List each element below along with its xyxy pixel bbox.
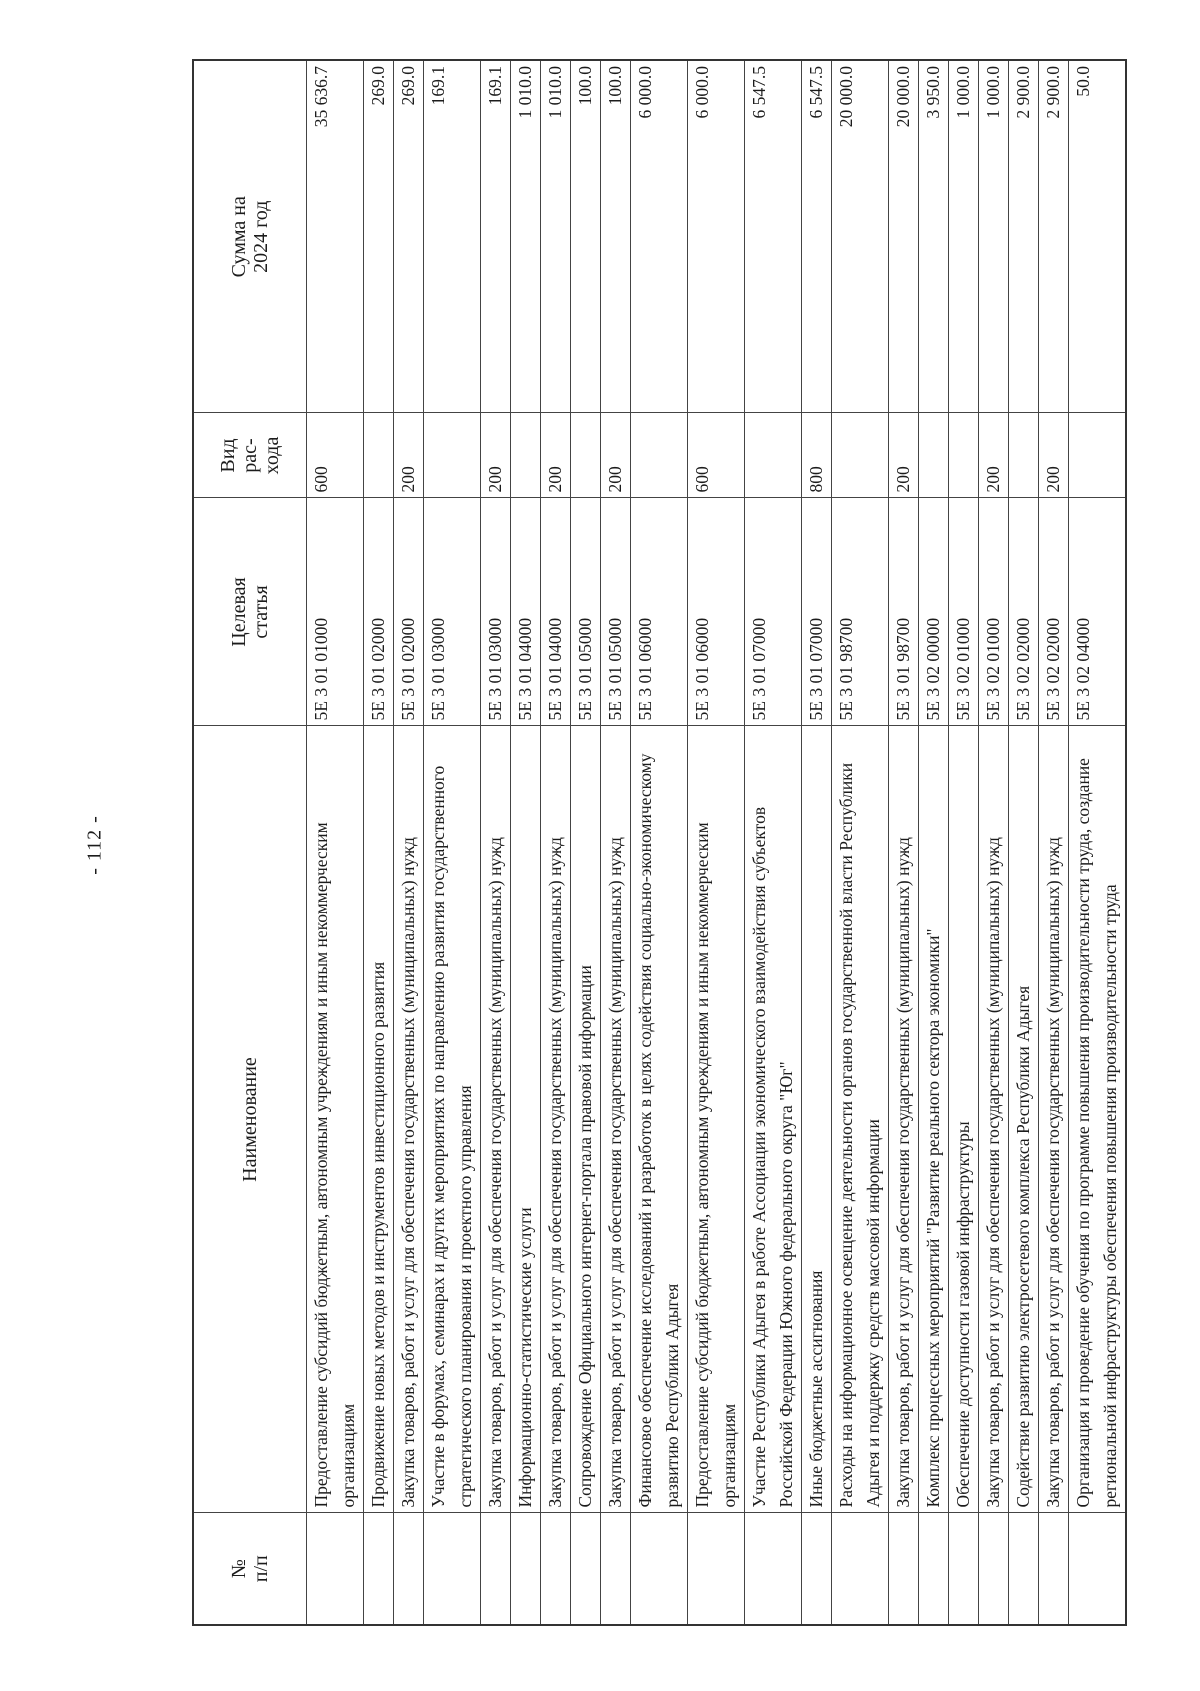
row-name: Организация и проведение обучения по программе повышения производительности труда, создание региональной инфраструктуры обеспечения повышения производительности труда xyxy=(1069,726,1127,1513)
row-amount: 100.0 xyxy=(601,60,631,413)
row-expense-type xyxy=(511,413,541,498)
row-name: Закупка товаров, работ и услуг для обеспечения государственных (муниципальных) нужд xyxy=(889,726,919,1513)
row-amount: 269.0 xyxy=(394,60,424,413)
row-amount: 3 950.0 xyxy=(919,60,949,413)
row-name: Продвижение новых методов и инструментов инвестиционного развития xyxy=(364,726,394,1513)
row-expense-type: 200 xyxy=(1039,413,1069,498)
table-row xyxy=(889,60,919,1625)
table-row xyxy=(802,60,832,1625)
table-row xyxy=(541,60,571,1625)
table-row xyxy=(307,60,364,1625)
row-target-code: 5Е 3 01 02000 xyxy=(394,498,424,726)
row-name: Участие Республики Адыгея в работе Ассоциации экономического взаимодействия субъектов Российской Федерации Южного федерального округа "Юг" xyxy=(745,726,802,1513)
row-expense-type: 200 xyxy=(394,413,424,498)
row-number xyxy=(949,1513,979,1625)
row-name: Предоставление субсидий бюджетным, автономным учреждениям и иным некоммерческим организациям xyxy=(307,726,364,1513)
row-expense-type xyxy=(631,413,688,498)
row-target-code: 5Е 3 02 01000 xyxy=(979,498,1009,726)
row-name: Закупка товаров, работ и услуг для обеспечения государственных (муниципальных) нужд xyxy=(1039,726,1069,1513)
table-row xyxy=(949,60,979,1625)
row-target-code: 5Е 3 02 04000 xyxy=(1069,498,1127,726)
row-expense-type xyxy=(745,413,802,498)
row-number xyxy=(364,1513,394,1625)
table-row xyxy=(364,60,394,1625)
row-target-code: 5Е 3 01 07000 xyxy=(745,498,802,726)
row-number xyxy=(919,1513,949,1625)
row-number xyxy=(631,1513,688,1625)
table-row xyxy=(688,60,745,1625)
table-row xyxy=(1009,60,1039,1625)
row-target-code: 5Е 3 01 05000 xyxy=(601,498,631,726)
table-row xyxy=(979,60,1009,1625)
row-number xyxy=(601,1513,631,1625)
row-number xyxy=(1069,1513,1127,1625)
row-target-code: 5Е 3 01 98700 xyxy=(889,498,919,726)
table-row xyxy=(601,60,631,1625)
row-expense-type xyxy=(919,413,949,498)
row-target-code: 5Е 3 01 04000 xyxy=(541,498,571,726)
row-name: Сопровождение Официального интернет-портала правовой информации xyxy=(571,726,601,1513)
row-target-code: 5Е 3 01 03000 xyxy=(481,498,511,726)
row-name: Расходы на информационное освещение деятельности органов государственной власти Республики Адыгея и поддержку средств массовой информации xyxy=(832,726,889,1513)
row-target-code: 5Е 3 01 07000 xyxy=(802,498,832,726)
table-row xyxy=(481,60,511,1625)
row-name: Предоставление субсидий бюджетным, автономным учреждениям и иным некоммерческим организациям xyxy=(688,726,745,1513)
row-name: Информационно-статистические услуги xyxy=(511,726,541,1513)
row-number xyxy=(832,1513,889,1625)
table-row xyxy=(631,60,688,1625)
row-amount: 1 010.0 xyxy=(511,60,541,413)
row-amount: 269.0 xyxy=(364,60,394,413)
row-expense-type xyxy=(364,413,394,498)
table-row xyxy=(919,60,949,1625)
row-amount: 20 000.0 xyxy=(889,60,919,413)
row-number xyxy=(745,1513,802,1625)
table-row xyxy=(1039,60,1069,1625)
row-expense-type xyxy=(1009,413,1039,498)
row-name: Содействие развитию электросетевого комплекса Республики Адыгея xyxy=(1009,726,1039,1513)
row-name: Закупка товаров, работ и услуг для обеспечения государственных (муниципальных) нужд xyxy=(394,726,424,1513)
row-number xyxy=(889,1513,919,1625)
row-amount: 6 547.5 xyxy=(802,60,832,413)
row-name: Участие в форумах, семинарах и других мероприятиях по направлению развития государственного стратегического планирования и проектного управления xyxy=(424,726,481,1513)
row-amount: 1 000.0 xyxy=(949,60,979,413)
row-expense-type: 600 xyxy=(307,413,364,498)
row-name: Комплекс процессных мероприятий "Развитие реального сектора экономики" xyxy=(919,726,949,1513)
page-number: - 112 - xyxy=(83,815,106,875)
row-expense-type: 200 xyxy=(601,413,631,498)
table-row xyxy=(832,60,889,1625)
row-number xyxy=(979,1513,1009,1625)
row-name: Закупка товаров, работ и услуг для обеспечения государственных (муниципальных) нужд xyxy=(541,726,571,1513)
table-row xyxy=(745,60,802,1625)
row-amount: 6 000.0 xyxy=(631,60,688,413)
header-sum: Сумма на 2024 год xyxy=(193,60,307,413)
row-amount: 6 547.5 xyxy=(745,60,802,413)
row-expense-type: 200 xyxy=(481,413,511,498)
row-number xyxy=(571,1513,601,1625)
row-amount: 6 000.0 xyxy=(688,60,745,413)
row-number xyxy=(1009,1513,1039,1625)
row-target-code: 5Е 3 01 04000 xyxy=(511,498,541,726)
row-target-code: 5Е 3 02 00000 xyxy=(919,498,949,726)
row-amount: 20 000.0 xyxy=(832,60,889,413)
row-target-code: 5Е 3 01 02000 xyxy=(364,498,394,726)
row-amount: 169.1 xyxy=(481,60,511,413)
table-row xyxy=(1069,60,1127,1625)
row-expense-type: 800 xyxy=(802,413,832,498)
table-row xyxy=(394,60,424,1625)
row-number xyxy=(1039,1513,1069,1625)
row-expense-type: 200 xyxy=(889,413,919,498)
row-expense-type: 600 xyxy=(688,413,745,498)
row-amount: 169.1 xyxy=(424,60,481,413)
table-row xyxy=(424,60,481,1625)
row-amount: 2 900.0 xyxy=(1009,60,1039,413)
row-number xyxy=(424,1513,481,1625)
row-target-code: 5Е 3 02 02000 xyxy=(1039,498,1069,726)
table-row xyxy=(571,60,601,1625)
row-number xyxy=(541,1513,571,1625)
row-expense-type: 200 xyxy=(979,413,1009,498)
row-expense-type xyxy=(949,413,979,498)
table-body xyxy=(307,60,1127,1625)
row-amount: 1 000.0 xyxy=(979,60,1009,413)
row-amount: 1 010.0 xyxy=(541,60,571,413)
row-number xyxy=(688,1513,745,1625)
table-header-row xyxy=(193,60,307,1625)
row-name: Финансовое обеспечение исследований и разработок в целях содействия социально-экономическому развитию Республики Адыгея xyxy=(631,726,688,1513)
row-expense-type xyxy=(832,413,889,498)
row-amount: 2 900.0 xyxy=(1039,60,1069,413)
row-name: Закупка товаров, работ и услуг для обеспечения государственных (муниципальных) нужд xyxy=(481,726,511,1513)
row-target-code: 5Е 3 02 01000 xyxy=(949,498,979,726)
row-target-code: 5Е 3 02 02000 xyxy=(1009,498,1039,726)
row-expense-type xyxy=(571,413,601,498)
header-code: Целевая статья xyxy=(193,498,307,726)
row-target-code: 5Е 3 01 03000 xyxy=(424,498,481,726)
row-name: Иные бюджетные ассигнования xyxy=(802,726,832,1513)
header-type: Вид рас- хода xyxy=(193,413,307,498)
row-number xyxy=(307,1513,364,1625)
row-name: Закупка товаров, работ и услуг для обеспечения государственных (муниципальных) нужд xyxy=(979,726,1009,1513)
row-number xyxy=(394,1513,424,1625)
row-amount: 35 636.7 xyxy=(307,60,364,413)
row-target-code: 5Е 3 01 05000 xyxy=(571,498,601,726)
budget-table-container xyxy=(192,61,1154,1626)
row-target-code: 5Е 3 01 06000 xyxy=(631,498,688,726)
row-expense-type xyxy=(1069,413,1127,498)
row-amount: 100.0 xyxy=(571,60,601,413)
row-number xyxy=(481,1513,511,1625)
row-target-code: 5Е 3 01 06000 xyxy=(688,498,745,726)
budget-table xyxy=(192,59,1127,1626)
row-number xyxy=(511,1513,541,1625)
row-target-code: 5Е 3 01 01000 xyxy=(307,498,364,726)
row-amount: 50.0 xyxy=(1069,60,1127,413)
table-row xyxy=(511,60,541,1625)
row-name: Обеспечение доступности газовой инфраструктуры xyxy=(949,726,979,1513)
row-name: Закупка товаров, работ и услуг для обеспечения государственных (муниципальных) нужд xyxy=(601,726,631,1513)
row-number xyxy=(802,1513,832,1625)
row-expense-type xyxy=(424,413,481,498)
row-target-code: 5Е 3 01 98700 xyxy=(832,498,889,726)
row-expense-type: 200 xyxy=(541,413,571,498)
header-num: № п/п xyxy=(193,1513,307,1625)
header-name: Наименование xyxy=(193,726,307,1513)
